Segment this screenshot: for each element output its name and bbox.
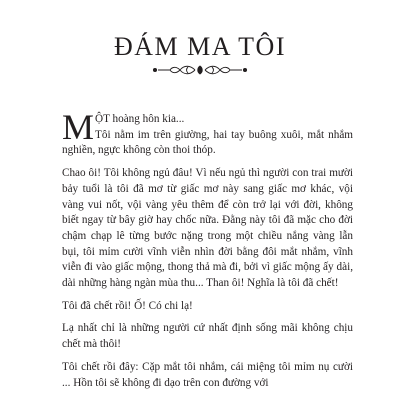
flourish-divider-icon <box>148 64 252 76</box>
paragraph: Lạ nhất chỉ là những người cứ nhất định sống mãi không chịu chết mà thôi! <box>62 322 353 351</box>
paragraph: Tôi đã chết rồi! Ố! Có chi lạ! <box>62 299 193 312</box>
drop-cap: M <box>62 107 95 147</box>
opening-line: ỘT hoàng hôn kia... <box>95 113 185 125</box>
paragraph: Tôi chết rồi đây: Cặp mắt tôi nhắm, cái miệng tôi mỉm nụ cười ... Hồn tôi sẽ không đi dạo trên con đường với <box>62 360 353 389</box>
paragraph: Chao ôi! Tôi không ngủ đâu! Vì nếu ngủ thì người con trai mười bảy tuổi là tôi đã mơ từ giấc mơ này sang giấc mơ khác, vội vàng vui nốt, vội vàng yêu thêm để còn trở lại với đời, không biết ngay từ bây giờ hay chốc nữa. Đằng này tôi đã mặc cho đời chậm chạp lê từng bước nặng trong một chiều nắng vàng lẫn bụi, tôi mỉm cười vĩnh viễn nhìn đời bằng đôi mắt nhắm, vĩnh viễn đi vào giấc mộng, thong thả mà đi, bởi vì giấc mộng ấy dài, dài những hàng ngàn mùa thu... Than ôi! Nghĩa là tôi đã chết! <box>62 167 353 290</box>
chapter-title: ĐÁM MA TÔI <box>114 32 286 61</box>
paragraph: Tôi nằm im trên giường, hai tay buông xuôi, mắt nhắm nghiền, ngực không còn thoi thóp. <box>62 128 353 157</box>
chapter-body <box>62 107 353 398</box>
